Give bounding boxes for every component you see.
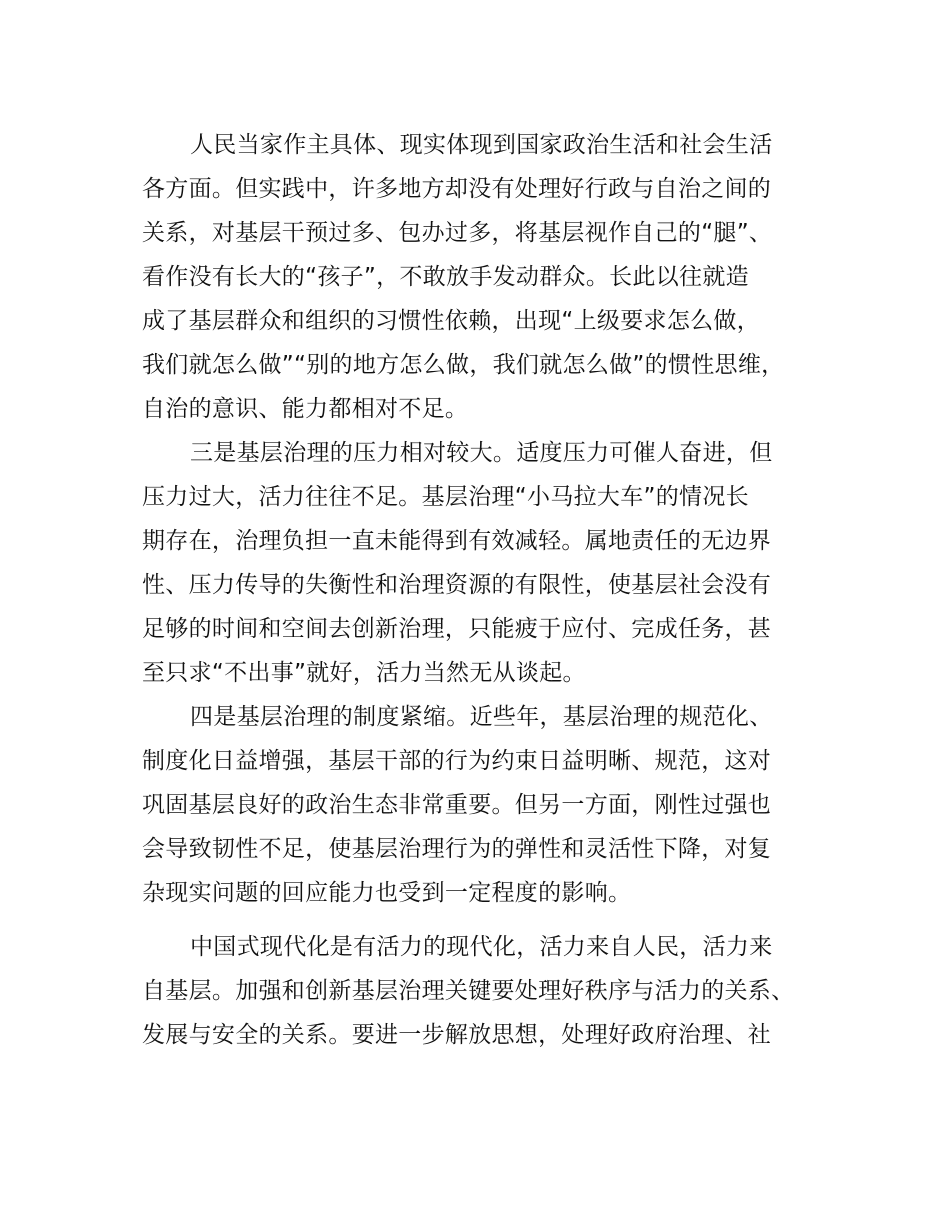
text-line: 关系，对基层干预过多、包办过多，将基层视作自己的“腿”、 [142,220,773,246]
text-line: 发展与安全的关系。要进一步解放思想，处理好政府治理、社 [142,1022,772,1048]
text-line: 巩固基层良好的政治生态非常重要。但另一方面，刚性过强也 [142,792,772,818]
text-line: 各方面。但实践中，许多地方却没有处理好行政与自治之间的 [142,176,772,202]
text-line: 杂现实问题的回应能力也受到一定程度的影响。 [142,880,632,906]
text-line: 三是基层治理的压力相对较大。适度压力可催人奋进，但 [190,440,773,466]
text-line: 期存在，治理负担一直未能得到有效减轻。属地责任的无边界 [142,528,772,554]
text-line: 四是基层治理的制度紧缩。近些年，基层治理的规范化、 [190,704,773,730]
text-line: 至只求“不出事”就好，活力当然无从谈起。 [142,660,586,686]
text-line: 会导致韧性不足，使基层治理行为的弹性和灵活性下降，对复 [142,836,772,862]
text-line: 自基层。加强和创新基层治理关键要处理好秩序与活力的关系、 [142,978,795,1004]
text-line: 人民当家作主具体、现实体现到国家政治生活和社会生活 [190,132,773,158]
text-line: 性、压力传导的失衡性和治理资源的有限性，使基层社会没有 [142,572,772,598]
text-line: 压力过大，活力往往不足。基层治理“小马拉大车”的情况长 [142,484,749,510]
text-line: 中国式现代化是有活力的现代化，活力来自人民，活力来 [190,934,773,960]
text-line: 制度化日益增强，基层干部的行为约束日益明晰、规范，这对 [142,748,772,774]
text-line: 足够的时间和空间去创新治理，只能疲于应付、完成任务，甚 [142,616,772,642]
text-line: 我们就怎么做”“别的地方怎么做，我们就怎么做”的惯性思维， [142,352,785,378]
text-line: 看作没有长大的“孩子”，不敢放手发动群众。长此以往就造 [142,264,749,290]
text-line: 成了基层群众和组织的习惯性依赖，出现“上级要求怎么做， [142,308,761,334]
text-line: 自治的意识、能力都相对不足。 [142,396,469,422]
